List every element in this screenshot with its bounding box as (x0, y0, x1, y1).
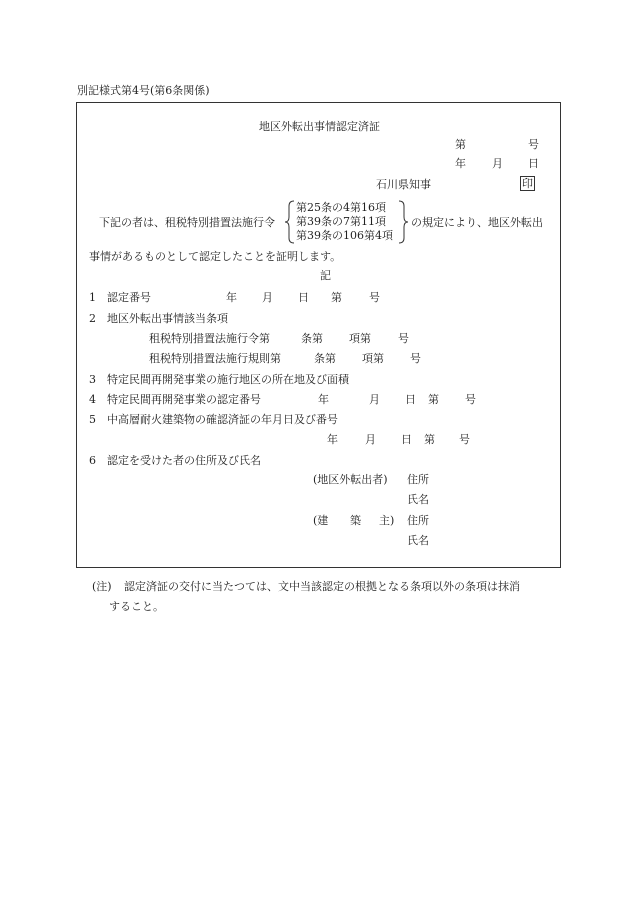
intro-end: の規定により、地区外転出 (411, 216, 543, 229)
number-prefix: 第 (455, 138, 466, 151)
builder-address-label: 住所 (407, 514, 429, 527)
item2a-go: 号 (398, 332, 409, 345)
item1-year: 年 (226, 291, 237, 304)
seal-text: 印 (522, 177, 533, 190)
form-label: 別記様式第4号(第6条関係) (77, 84, 210, 97)
note-line1: 認定済証の交付に当たつては、文中当該認定の根拠となる条項以外の条項は抹消 (124, 580, 520, 593)
date-day: 日 (528, 157, 539, 170)
certificate-title: 地区外転出事情認定済証 (259, 120, 380, 133)
item2a-ko: 項第 (349, 332, 371, 345)
item5-year: 年 (327, 433, 338, 446)
brace-item: 第39条の7第11項 (296, 215, 386, 228)
item4-no-prefix: 第 (428, 393, 439, 406)
item2-label: 地区外転出事情該当条項 (107, 312, 228, 325)
item1-month: 月 (262, 291, 273, 304)
item1-label: 認定番号 (107, 291, 151, 304)
intro-line2: 事情があるものとして認定したことを証明します。 (89, 250, 342, 263)
builder-name-label: 氏名 (407, 534, 429, 547)
item5-num: 5 (89, 413, 96, 426)
item5-day: 日 (401, 433, 412, 446)
issuer: 石川県知事 (376, 178, 431, 191)
item3-label: 特定民間再開発事業の施行地区の所在地及び面積 (107, 373, 349, 386)
item3-num: 3 (89, 373, 96, 386)
ki-heading: 記 (320, 269, 331, 282)
left-brace-icon (284, 200, 296, 244)
builder-role-mid: 築 (350, 514, 361, 527)
item4-num: 4 (89, 393, 96, 406)
note-line2: すること。 (109, 600, 164, 613)
right-brace-icon (397, 200, 409, 244)
item1-day: 日 (298, 291, 309, 304)
builder-role-open: (建 (313, 514, 329, 527)
brace-list (296, 201, 393, 243)
item4-year: 年 (318, 393, 329, 406)
builder-role-close: 主) (379, 514, 395, 527)
item1-no-suffix: 号 (369, 291, 380, 304)
date-month: 月 (492, 157, 503, 170)
item1-no-prefix: 第 (331, 291, 342, 304)
item2a-law: 租税特別措置法施行令第 (149, 332, 270, 345)
intro-start: 下記の者は、租税特別措置法施行令 (99, 216, 275, 229)
item2b-jo: 条第 (314, 352, 336, 365)
mover-role: (地区外転出者) (313, 473, 388, 486)
mover-address-label: 住所 (407, 473, 429, 486)
mover-name-label: 氏名 (407, 493, 429, 506)
item2-num: 2 (89, 312, 96, 325)
item5-no-suffix: 号 (459, 433, 470, 446)
item2b-ko: 項第 (362, 352, 384, 365)
note-label: (注) (92, 580, 112, 593)
item5-no-prefix: 第 (424, 433, 435, 446)
item4-month: 月 (369, 393, 380, 406)
item5-label: 中高層耐火建築物の確認済証の年月日及び番号 (107, 413, 338, 426)
brace-item: 第39条の106第4項 (296, 229, 393, 242)
item2a-jo: 条第 (301, 332, 323, 345)
item6-label: 認定を受けた者の住所及び氏名 (107, 454, 261, 467)
item4-no-suffix: 号 (465, 393, 476, 406)
item5-month: 月 (365, 433, 376, 446)
seal-mark (520, 176, 535, 191)
date-year: 年 (455, 157, 466, 170)
item6-num: 6 (89, 454, 96, 467)
number-suffix: 号 (528, 138, 539, 151)
item2b-go: 号 (410, 352, 421, 365)
item4-label: 特定民間再開発事業の認定番号 (107, 393, 261, 406)
item2b-law: 租税特別措置法施行規則第 (149, 352, 281, 365)
item1-num: 1 (89, 291, 96, 304)
brace-item: 第25条の4第16項 (296, 201, 386, 214)
item4-day: 日 (405, 393, 416, 406)
